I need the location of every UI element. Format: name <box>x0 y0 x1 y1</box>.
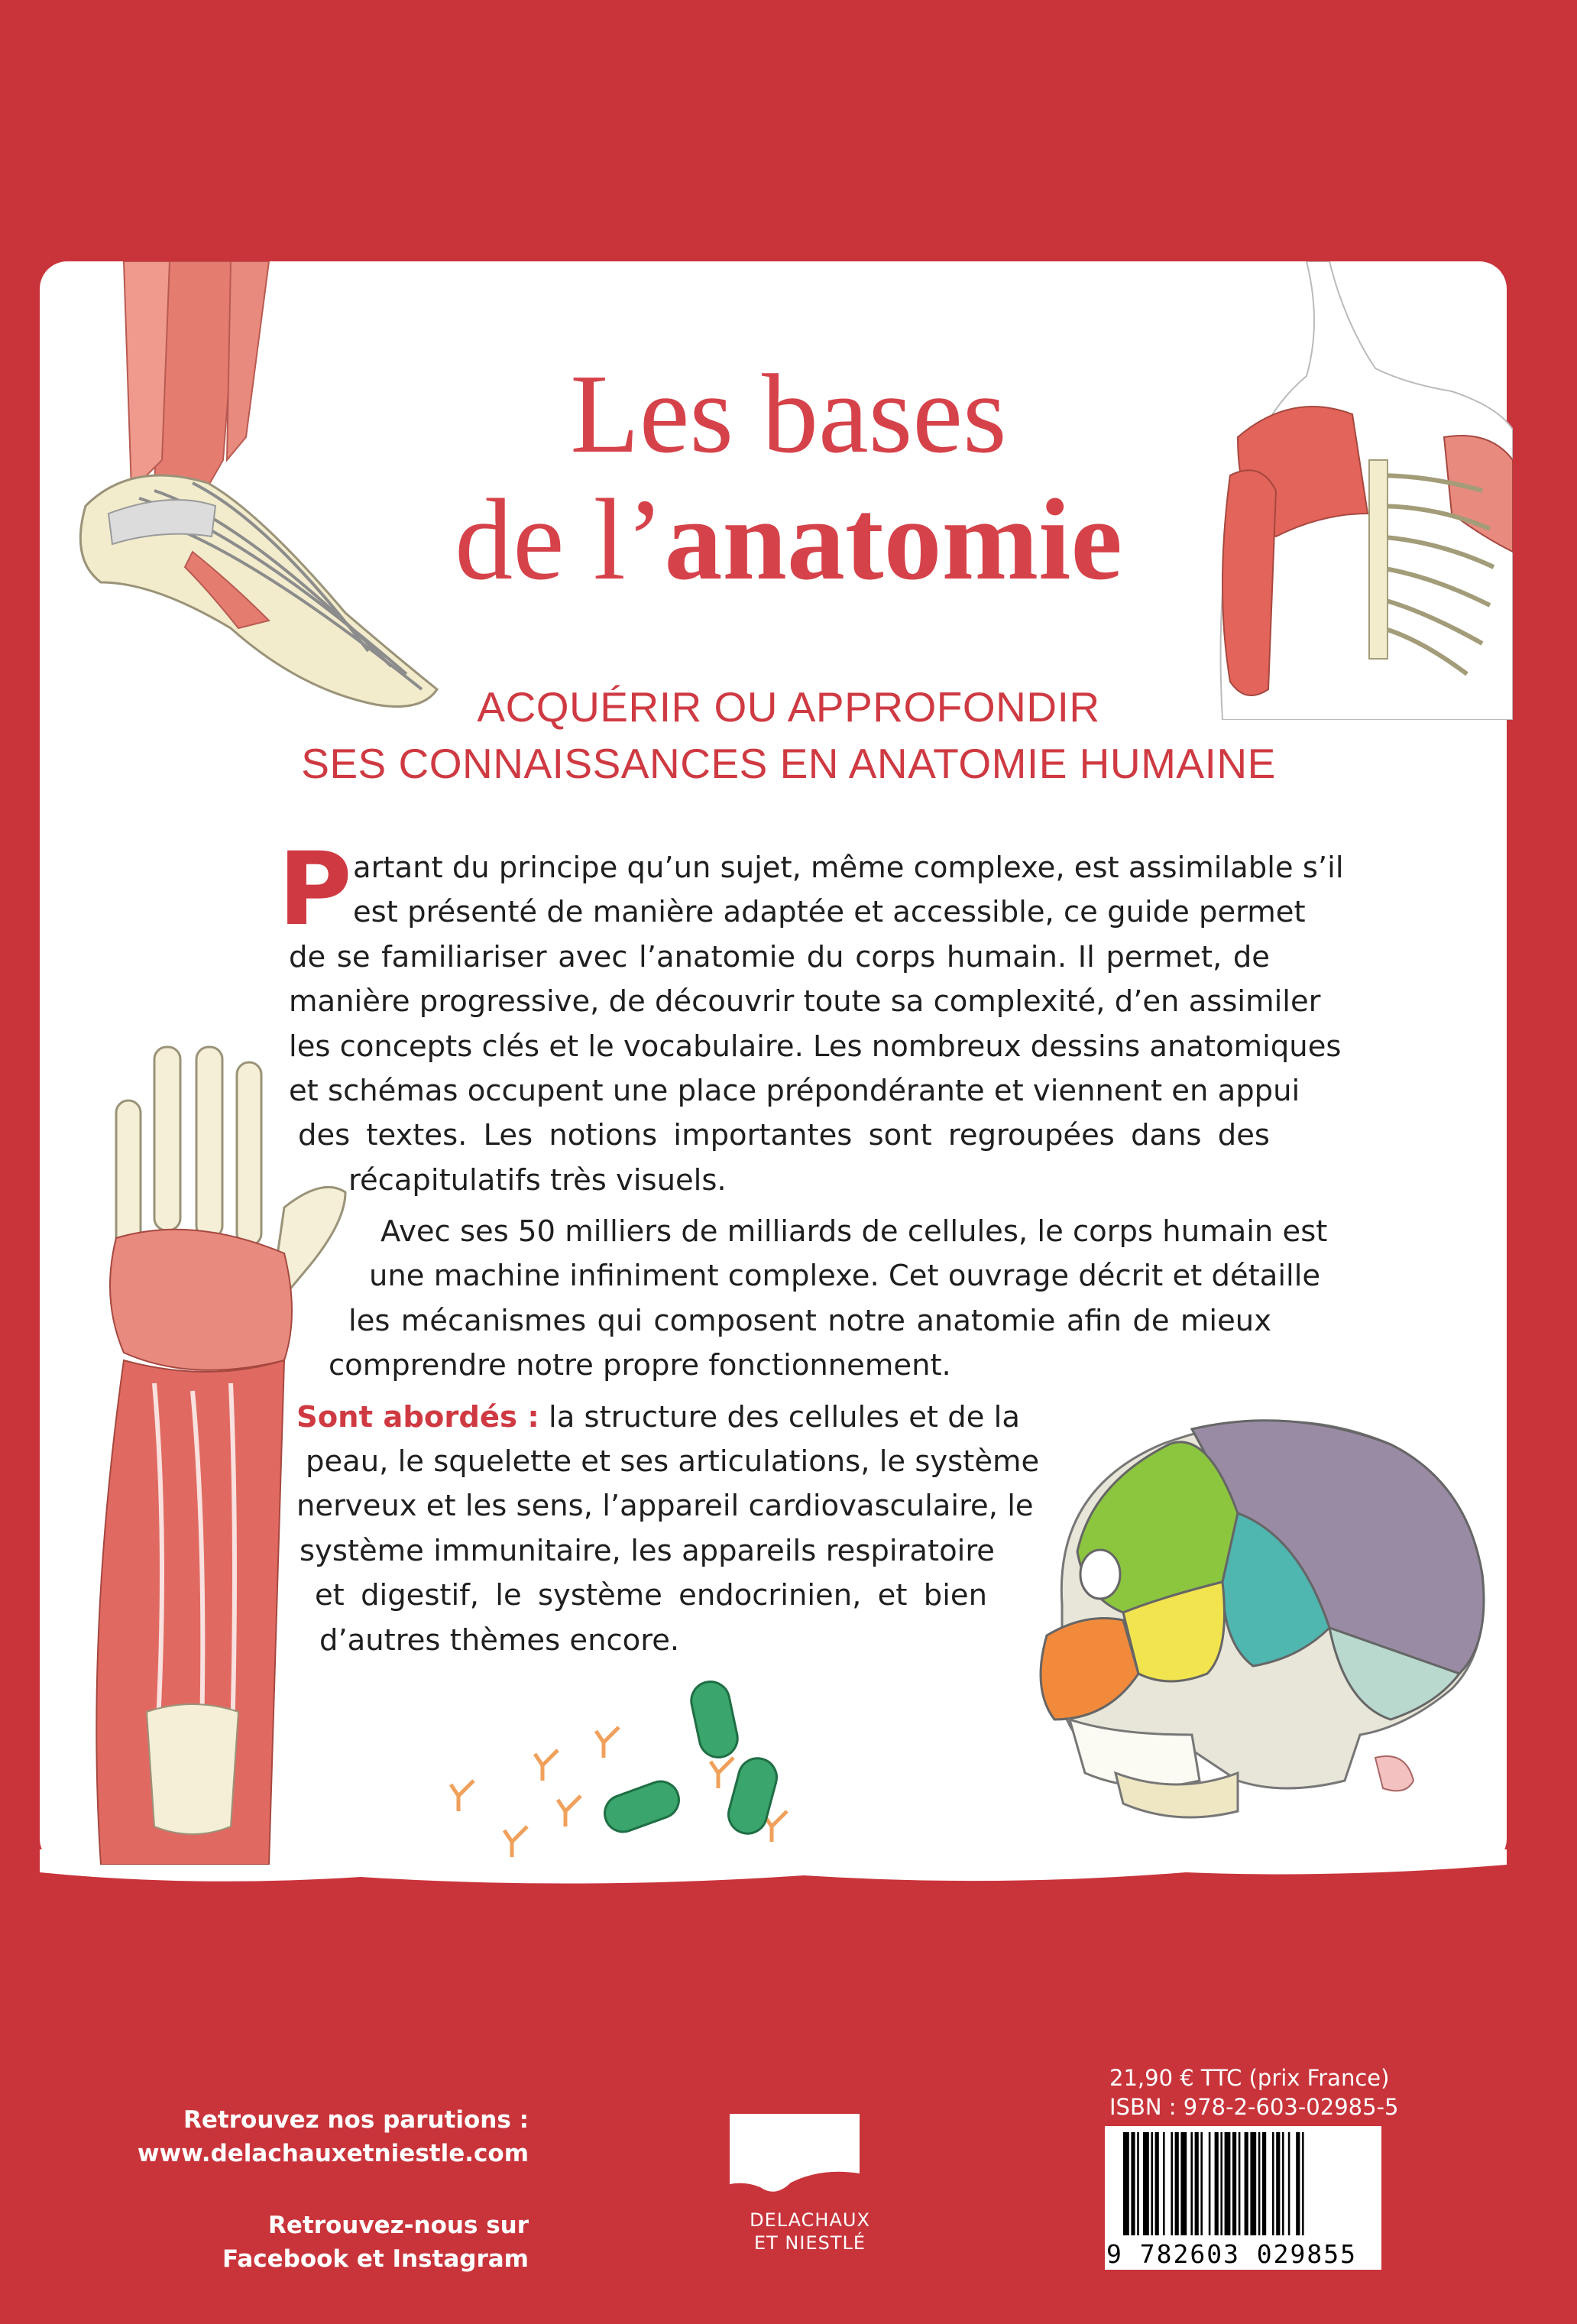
isbn: ISBN : 978-2-603-02985-5 <box>1109 2094 1399 2120</box>
topics-line: d’autres thèmes encore. <box>319 1623 680 1658</box>
topics-label: Sont abordés : <box>296 1400 539 1434</box>
topics-line: peau, le squelette et ses articulations, le système <box>306 1444 1040 1479</box>
book-title-line2 <box>0 475 1577 604</box>
second-line: comprendre notre propre fonctionnement. <box>329 1348 951 1382</box>
intro-line: de se familiariser avec l’anatomie du corps humain. Il permet, de <box>289 940 1270 974</box>
second-line: une machine infiniment complexe. Cet ouvrage décrit et détaille <box>369 1259 1321 1293</box>
price: 21,90 € TTC (prix France) <box>1109 2065 1390 2091</box>
footer-social-line2: Facebook et Instagram <box>222 2245 529 2273</box>
publisher-name <box>711 2209 909 2254</box>
drop-cap: P <box>278 831 352 948</box>
topics-first-rest: la structure des cellules et de la <box>539 1400 1020 1434</box>
second-line: Avec ses 50 milliers de milliards de cellules, le corps humain est <box>380 1214 1328 1249</box>
publisher-logo-icon <box>730 2114 860 2198</box>
intro-line: les concepts clés et le vocabulaire. Les nombreux dessins anatomiques <box>289 1029 1342 1064</box>
intro-line: artant du principe qu’un sujet, même complexe, est assimilable s’il <box>353 851 1344 885</box>
intro-line: et schémas occupent une place prépondérante et viennent en appui <box>289 1074 1300 1108</box>
website-link[interactable]: www.delachauxetniestle.com <box>137 2140 529 2167</box>
bacteria-illustration <box>443 1658 871 1865</box>
title-prefix: de l’ <box>455 475 665 604</box>
topics-line <box>296 1395 1020 1441</box>
subtitle-line1: ACQUÉRIR OU APPROFONDIR <box>477 683 1100 731</box>
footer-social <box>115 2209 529 2276</box>
topics-line: nerveux et les sens, l’appareil cardiovasculaire, le <box>296 1489 1034 1523</box>
price-block <box>1109 2063 1398 2121</box>
book-title-line1: Les bases <box>570 352 1007 477</box>
barcode-digits: 9 782603 029855 <box>1106 2239 1358 2269</box>
intro-line: manière progressive, de découvrir toute sa complexité, d’en assimiler <box>289 984 1321 1019</box>
footer-parutions <box>115 2103 529 2170</box>
topics-line: système immunitaire, les appareils respiratoire <box>300 1534 995 1568</box>
title-bold: anatomie <box>664 475 1122 604</box>
publisher-line1: DELACHAUX <box>750 2209 870 2231</box>
intro-line: est présenté de manière adaptée et accessible, ce guide permet <box>353 895 1306 929</box>
subtitle-line2: SES CONNAISSANCES EN ANATOMIE HUMAINE <box>301 740 1276 787</box>
intro-line: des textes. Les notions importantes sont regroupées dans des <box>298 1118 1270 1152</box>
skull-illustration <box>1009 1399 1498 1826</box>
publisher-line2: ET NIESTLÉ <box>753 2232 866 2254</box>
barcode-bars <box>1105 2126 1381 2241</box>
footer-parutions-line1: Retrouvez nos parutions : <box>183 2106 529 2134</box>
second-line: les mécanismes qui composent notre anatomie afin de mieux <box>348 1304 1271 1338</box>
footer-social-line1: Retrouvez-nous sur <box>268 2212 529 2239</box>
topics-line: et digestif, le système endocrinien, et bien <box>315 1578 987 1613</box>
intro-line: récapitulatifs très visuels. <box>348 1163 727 1198</box>
